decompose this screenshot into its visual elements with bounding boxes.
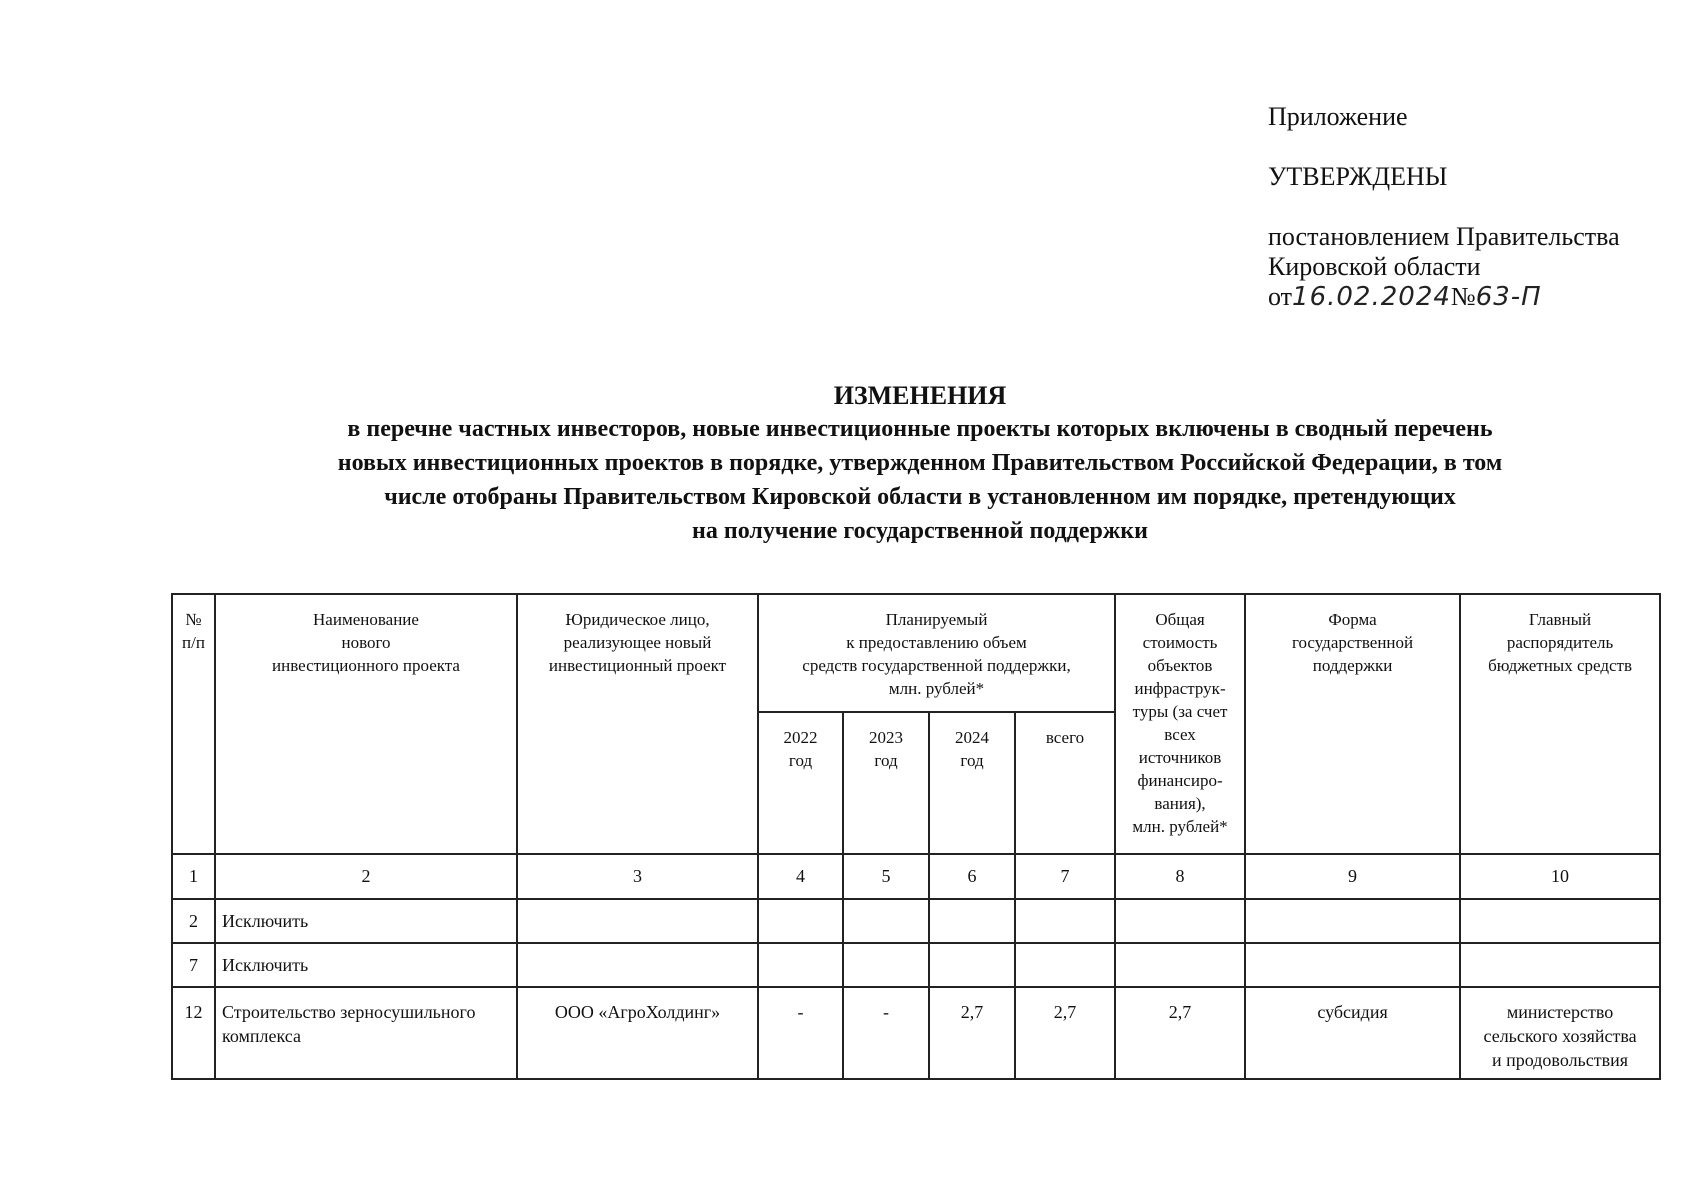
- row-2023: [843, 943, 929, 987]
- row-form: субсидия: [1245, 987, 1460, 1079]
- header-cost: Общая стоимость объектов инфраструк- туры (за счет всех источников финансиро- вания), млн. рублей*: [1115, 594, 1245, 854]
- row-name: Исключить: [215, 899, 517, 943]
- row-form: [1245, 943, 1460, 987]
- row-name: Исключить: [215, 943, 517, 987]
- column-number: 3: [517, 854, 758, 899]
- approval-block: [1268, 102, 1688, 312]
- row-entity: [517, 899, 758, 943]
- header-row-1: [172, 594, 1660, 712]
- row-cost: [1115, 943, 1245, 987]
- title-main: ИЗМЕНЕНИЯ: [833, 381, 1007, 410]
- decree-date-line: [1268, 282, 1688, 312]
- header-2024: 2024 год: [929, 712, 1015, 854]
- header-2023: 2023 год: [843, 712, 929, 854]
- column-number: 4: [758, 854, 843, 899]
- column-number: 1: [172, 854, 215, 899]
- row-2024: [929, 899, 1015, 943]
- table-row: [172, 943, 1660, 987]
- handwritten-date: 16.02.2024: [1292, 282, 1451, 312]
- row-entity: [517, 943, 758, 987]
- row-num: 2: [172, 899, 215, 943]
- header-manager: Главный распорядитель бюджетных средств: [1460, 594, 1660, 854]
- row-2024: 2,7: [929, 987, 1015, 1079]
- header-planned: Планируемый к предоставлению объем средств государственной поддержки, млн. рублей*: [758, 594, 1115, 712]
- header-2022: 2022 год: [758, 712, 843, 854]
- title-line-4: на получение государственной поддержки: [692, 518, 1148, 544]
- column-number: 9: [1245, 854, 1460, 899]
- document-title: [150, 380, 1690, 548]
- column-number: 5: [843, 854, 929, 899]
- decree-line-1: постановлением Правительства: [1268, 222, 1620, 251]
- row-2022: [758, 943, 843, 987]
- row-total: [1015, 899, 1115, 943]
- row-manager: министерство сельского хозяйства и продовольствия: [1460, 987, 1660, 1079]
- column-number: 7: [1015, 854, 1115, 899]
- row-2022: -: [758, 987, 843, 1079]
- date-prefix: от: [1268, 282, 1293, 311]
- row-form: [1245, 899, 1460, 943]
- table-row: [172, 987, 1660, 1079]
- row-num: 7: [172, 943, 215, 987]
- row-entity: ООО «АгроХолдинг»: [517, 987, 758, 1079]
- column-number: 6: [929, 854, 1015, 899]
- appendix-label: Приложение: [1268, 102, 1408, 131]
- column-number-row: [172, 854, 1660, 899]
- investors-table: [171, 593, 1661, 1080]
- header-entity: Юридическое лицо, реализующее новый инвестиционный проект: [517, 594, 758, 854]
- column-number: 10: [1460, 854, 1660, 899]
- approved-label: УТВЕРЖДЕНЫ: [1268, 162, 1448, 191]
- row-num: 12: [172, 987, 215, 1079]
- column-number: 8: [1115, 854, 1245, 899]
- row-total: 2,7: [1015, 987, 1115, 1079]
- row-manager: [1460, 899, 1660, 943]
- title-line-2: новых инвестиционных проектов в порядке, утвержденном Правительством Российской Федерации, в том: [337, 450, 1503, 476]
- row-cost: 2,7: [1115, 987, 1245, 1079]
- row-cost: [1115, 899, 1245, 943]
- row-2023: -: [843, 987, 929, 1079]
- table-row: [172, 899, 1660, 943]
- handwritten-number: 63-П: [1475, 282, 1542, 312]
- header-form: Форма государственной поддержки: [1245, 594, 1460, 854]
- title-line-1: в перечне частных инвесторов, новые инвестиционные проекты которых включены в сводный перечень: [347, 416, 1493, 442]
- row-manager: [1460, 943, 1660, 987]
- column-number: 2: [215, 854, 517, 899]
- title-line-3: числе отобраны Правительством Кировской области в установленном им порядке, претендующих: [384, 484, 1456, 510]
- decree-line-2: Кировской области: [1268, 252, 1481, 281]
- row-2024: [929, 943, 1015, 987]
- header-num: № п/п: [172, 594, 215, 854]
- number-prefix: №: [1450, 282, 1476, 311]
- header-name: Наименование нового инвестиционного проекта: [215, 594, 517, 854]
- row-2023: [843, 899, 929, 943]
- header-total: всего: [1015, 712, 1115, 854]
- row-2022: [758, 899, 843, 943]
- row-total: [1015, 943, 1115, 987]
- row-name: Строительство зерносушильного комплекса: [215, 987, 517, 1079]
